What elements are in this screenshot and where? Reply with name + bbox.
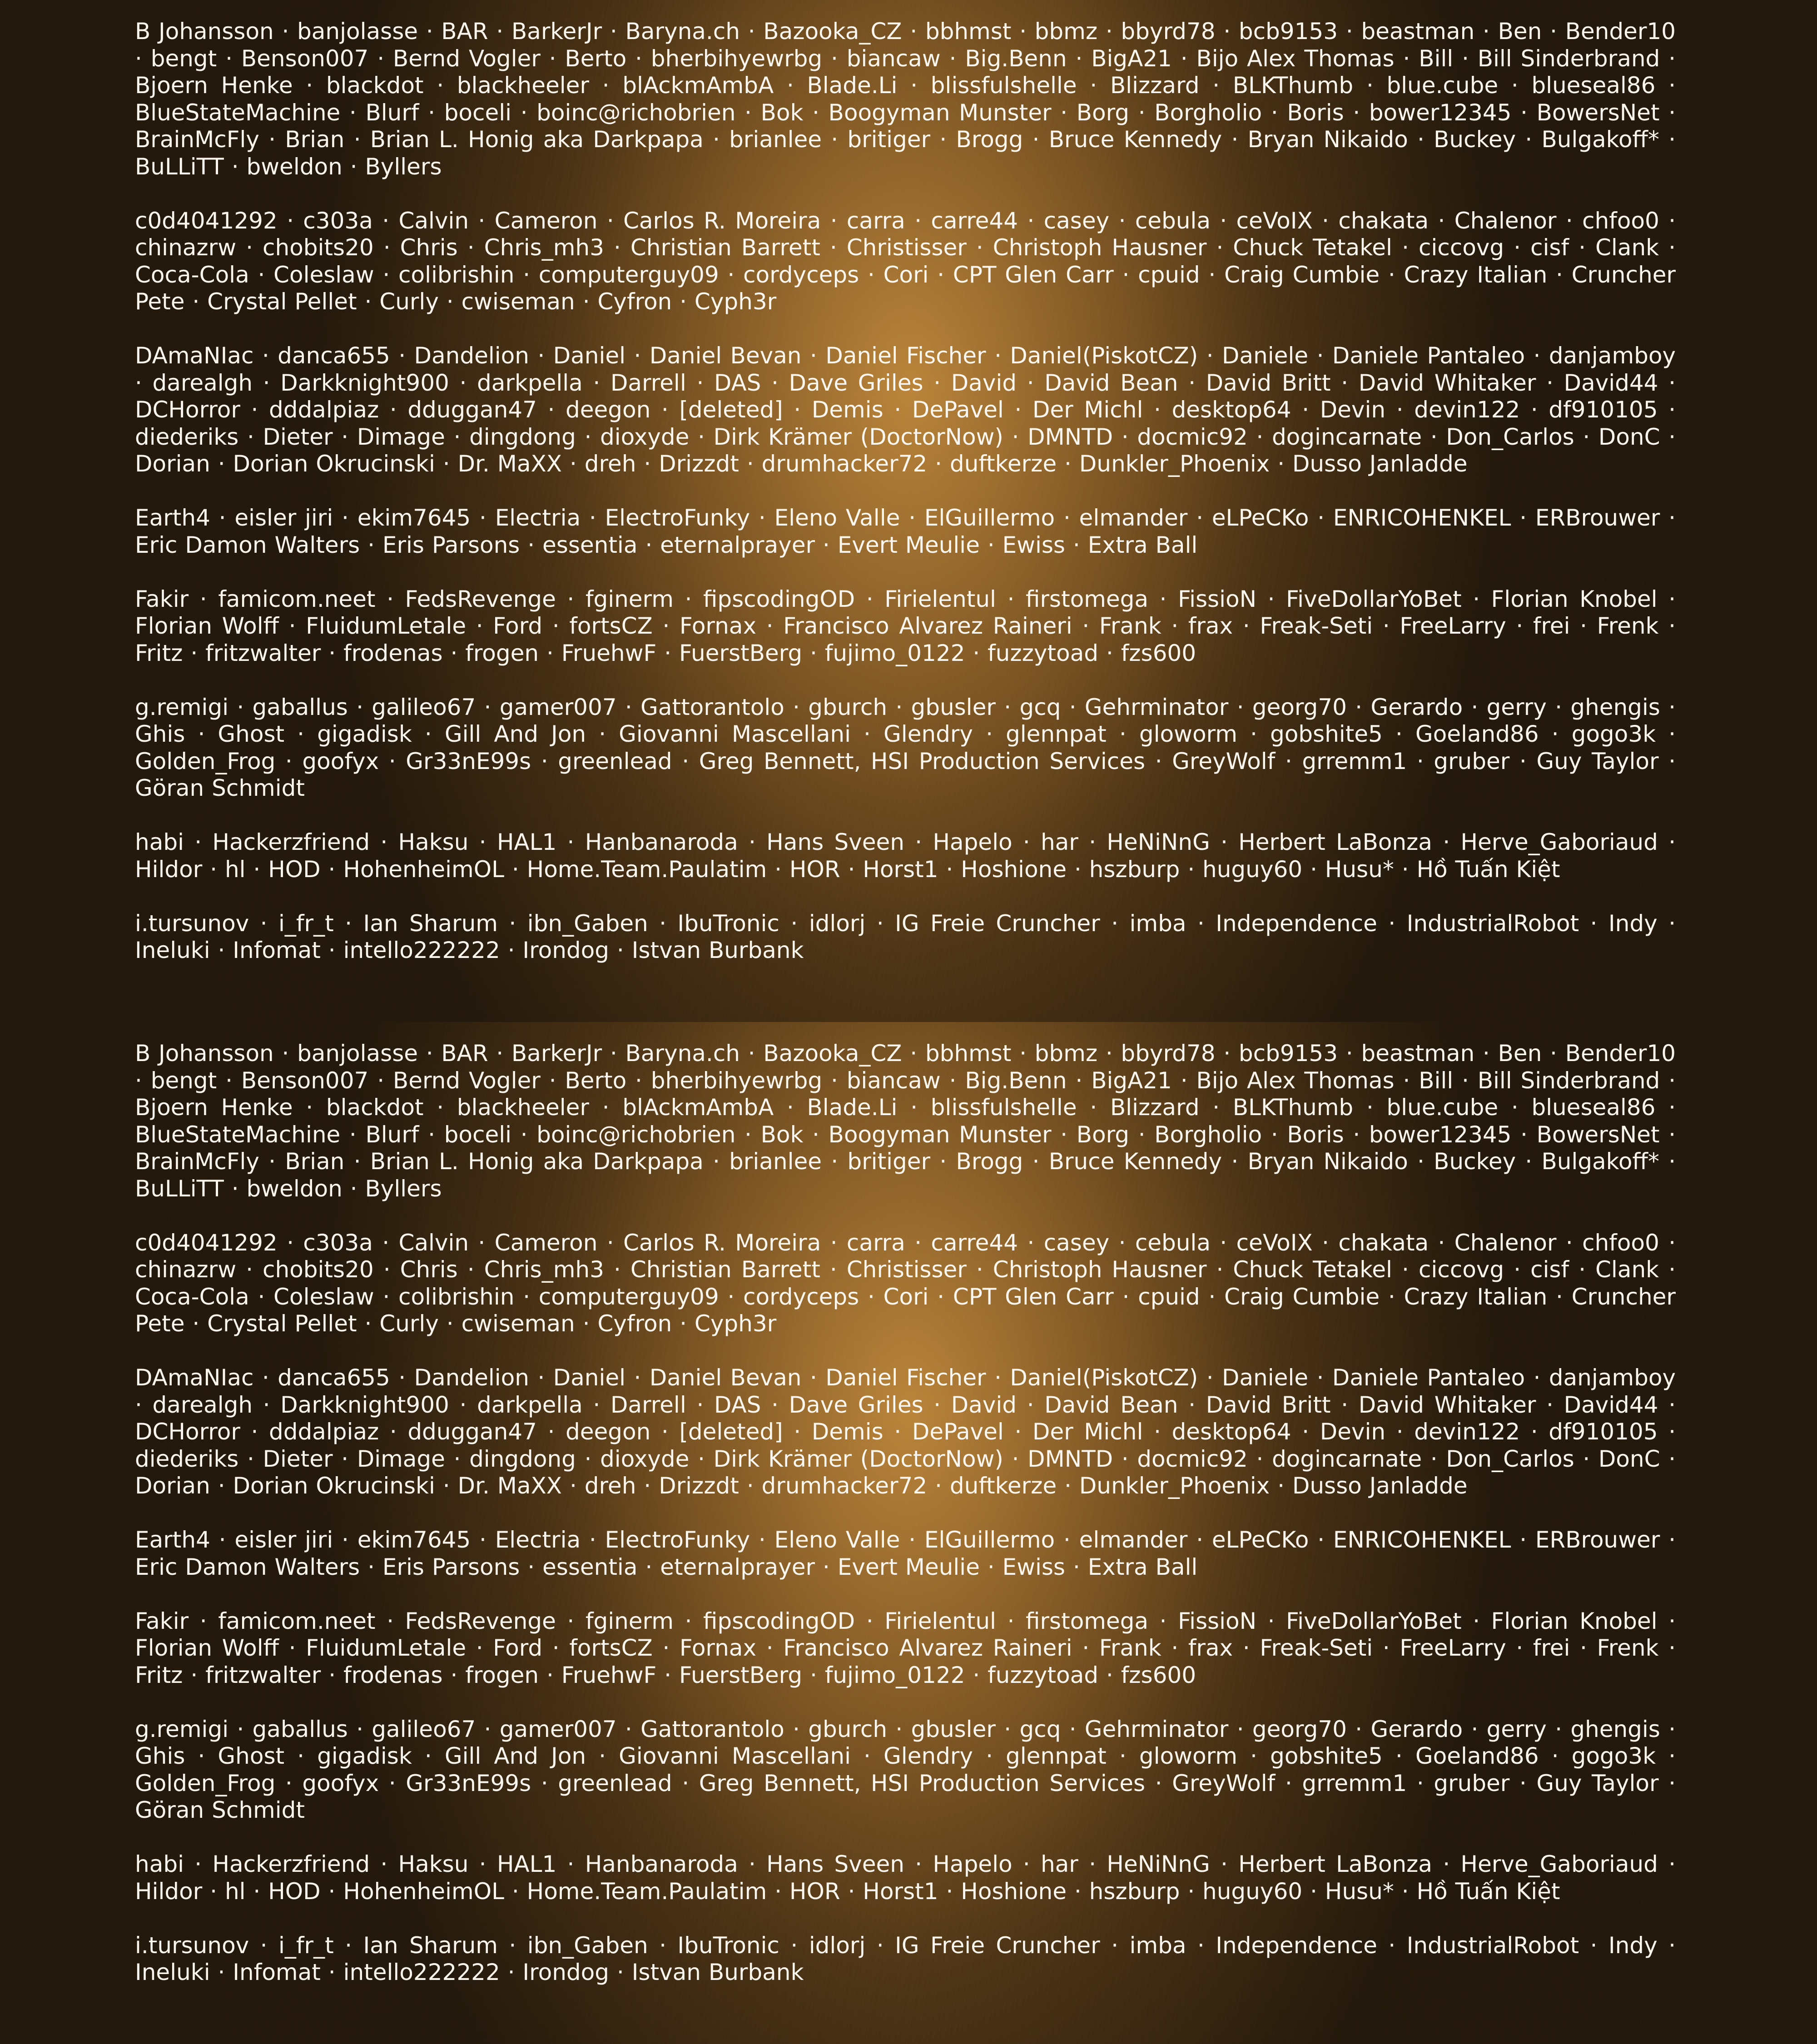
credits-group-e: Earth4 · eisler jiri · ekim7645 · Electria · ElectroFunky · Eleno Valle · ElGuillermo · elmander · eLPeCKo · ENRICOHENKEL · ERBrouwer · Eric Damon Walters · Eris Parsons · essentia · eternalprayer · Evert Meulie · Ewiss · Extra Ball (135, 505, 1676, 558)
credits-group-b: B Johansson · banjolasse · BAR · BarkerJr · Baryna.ch · Bazooka_CZ · bbhmst · bbmz · bbyrd78 · bcb9153 · beastman · Ben · Bender10 · bengt · Benson007 · Bernd Vogler · Berto · bherbihyewrbg · biancaw · Big.Benn · BigA21 · Bijo Alex Thomas · Bill · Bill Sinderbrand · Bjoern Henke · blackdot · blackheeler · blAckmAmbA · Blade.Li · blissfulshelle · Blizzard · BLKThumb · blue.cube · blueseal86 · BlueStateMachine · Blurf · boceli · boinc@richobrien · Bok · Boogyman Munster · Borg · Borgholio · Boris · bower12345 · BowersNet · BrainMcFly · Brian · Brian L. Honig aka Darkpapa · brianlee · britiger · Brogg · Bruce Kennedy · Bryan Nikaido · Buckey · Bulgakoff* · BuLLiTT · bweldon · Byllers (135, 1040, 1676, 1202)
credits-group-c: c0d4041292 · c303a · Calvin · Cameron · Carlos R. Moreira · carra · carre44 · casey · cebula · ceVoIX · chakata · Chalenor · chfoo0 · chinazrw · chobits20 · Chris · Chris_mh3 · Christian Barrett · Christisser · Christoph Hausner · Chuck Tetakel · ciccovg · cisf · Clank · Coca-Cola · Coleslaw · colibrishin · computerguy09 · cordyceps · Cori · CPT Glen Carr · cpuid · Craig Cumbie · Crazy Italian · Cruncher Pete · Crystal Pellet · Curly · cwiseman · Cyfron · Cyph3r (135, 1229, 1676, 1337)
credits-group-h: habi · Hackerzfriend · Haksu · HAL1 · Hanbanaroda · Hans Sveen · Hapelo · har · HeNiNnG · Herbert LaBonza · Herve_Gaboriaud · Hildor · hl · HOD · HohenheimOL · Home.Team.Paulatim · HOR · Horst1 · Hoshione · hszburp · huguy60 · Husu* · Hồ Tuấn Kiệt (135, 829, 1676, 883)
credits-group-f: Fakir · famicom.neet · FedsRevenge · fginerm · fipscodingOD · Firielentul · firstomega · FissioN · FiveDollarYoBet · Florian Knobel · Florian Wolff · FluidumLetale · Ford · fortsCZ · Fornax · Francisco Alvarez Raineri · Frank · frax · Freak-Seti · FreeLarry · frei · Frenk · Fritz · fritzwalter · frodenas · frogen · FruehwF · FuerstBerg · fujimo_0122 · fuzzytoad · fzs600 (135, 585, 1676, 666)
credits-group-h: habi · Hackerzfriend · Haksu · HAL1 · Hanbanaroda · Hans Sveen · Hapelo · har · HeNiNnG · Herbert LaBonza · Herve_Gaboriaud · Hildor · hl · HOD · HohenheimOL · Home.Team.Paulatim · HOR · Horst1 · Hoshione · hszburp · huguy60 · Husu* · Hồ Tuấn Kiệt (135, 1851, 1676, 1905)
credits-group-g: g.remigi · gaballus · galileo67 · gamer007 · Gattorantolo · gburch · gbusler · gcq · Gehrminator · georg70 · Gerardo · gerry · ghengis · Ghis · Ghost · gigadisk · Gill And Jon · Giovanni Mascellani · Glendry · glennpat · gloworm · gobshite5 · Goeland86 · gogo3k · Golden_Frog · goofyx · Gr33nE99s · greenlead · Greg Bennett, HSI Production Services · GreyWolf · grremm1 · gruber · Guy Taylor · Göran Schmidt (135, 694, 1676, 801)
credits-list (135, 1040, 1676, 2013)
credits-group-i: i.tursunov · i_fr_t · Ian Sharum · ibn_Gaben · IbuTronic · idlorj · IG Freie Cruncher · imba · Independence · IndustrialRobot · Indy · Ineluki · Infomat · intello222222 · Irondog · Istvan Burbank (135, 1932, 1676, 1985)
credits-group-i: i.tursunov · i_fr_t · Ian Sharum · ibn_Gaben · IbuTronic · idlorj · IG Freie Cruncher · imba · Independence · IndustrialRobot · Indy · Ineluki · Infomat · intello222222 · Irondog · Istvan Burbank (135, 910, 1676, 963)
credits-group-b: B Johansson · banjolasse · BAR · BarkerJr · Baryna.ch · Bazooka_CZ · bbhmst · bbmz · bbyrd78 · bcb9153 · beastman · Ben · Bender10 · bengt · Benson007 · Bernd Vogler · Berto · bherbihyewrbg · biancaw · Big.Benn · BigA21 · Bijo Alex Thomas · Bill · Bill Sinderbrand · Bjoern Henke · blackdot · blackheeler · blAckmAmbA · Blade.Li · blissfulshelle · Blizzard · BLKThumb · blue.cube · blueseal86 · BlueStateMachine · Blurf · boceli · boinc@richobrien · Bok · Boogyman Munster · Borg · Borgholio · Boris · bower12345 · BowersNet · BrainMcFly · Brian · Brian L. Honig aka Darkpapa · brianlee · britiger · Brogg · Bruce Kennedy · Bryan Nikaido · Buckey · Bulgakoff* · BuLLiTT · bweldon · Byllers (135, 18, 1676, 180)
credits-list (135, 18, 1676, 991)
credits-group-g: g.remigi · gaballus · galileo67 · gamer007 · Gattorantolo · gburch · gbusler · gcq · Gehrminator · georg70 · Gerardo · gerry · ghengis · Ghis · Ghost · gigadisk · Gill And Jon · Giovanni Mascellani · Glendry · glennpat · gloworm · gobshite5 · Goeland86 · gogo3k · Golden_Frog · goofyx · Gr33nE99s · greenlead · Greg Bennett, HSI Production Services · GreyWolf · grremm1 · gruber · Guy Taylor · Göran Schmidt (135, 1716, 1676, 1823)
credits-group-f: Fakir · famicom.neet · FedsRevenge · fginerm · fipscodingOD · Firielentul · firstomega · FissioN · FiveDollarYoBet · Florian Knobel · Florian Wolff · FluidumLetale · Ford · fortsCZ · Fornax · Francisco Alvarez Raineri · Frank · frax · Freak-Seti · FreeLarry · frei · Frenk · Fritz · fritzwalter · frodenas · frogen · FruehwF · FuerstBerg · fujimo_0122 · fuzzytoad · fzs600 (135, 1607, 1676, 1688)
credits-group-c: c0d4041292 · c303a · Calvin · Cameron · Carlos R. Moreira · carra · carre44 · casey · cebula · ceVoIX · chakata · Chalenor · chfoo0 · chinazrw · chobits20 · Chris · Chris_mh3 · Christian Barrett · Christisser · Christoph Hausner · Chuck Tetakel · ciccovg · cisf · Clank · Coca-Cola · Coleslaw · colibrishin · computerguy09 · cordyceps · Cori · CPT Glen Carr · cpuid · Craig Cumbie · Crazy Italian · Cruncher Pete · Crystal Pellet · Curly · cwiseman · Cyfron · Cyph3r (135, 207, 1676, 315)
credits-group-e: Earth4 · eisler jiri · ekim7645 · Electria · ElectroFunky · Eleno Valle · ElGuillermo · elmander · eLPeCKo · ENRICOHENKEL · ERBrouwer · Eric Damon Walters · Eris Parsons · essentia · eternalprayer · Evert Meulie · Ewiss · Extra Ball (135, 1527, 1676, 1580)
credits-panel-bottom (0, 1022, 1817, 2044)
credits-group-d: DAmaNIac · danca655 · Dandelion · Daniel · Daniel Bevan · Daniel Fischer · Daniel(PiskotCZ) · Daniele · Daniele Pantaleo · danjamboy · darealgh · Darkknight900 · darkpella · Darrell · DAS · Dave Griles · David · David Bean · David Britt · David Whitaker · David44 · DCHorror · dddalpiaz · dduggan47 · deegon · [deleted] · Demis · DePavel · Der Michl · desktop64 · Devin · devin122 · df910105 · diederiks · Dieter · Dimage · dingdong · dioxyde · Dirk Krämer (DoctorNow) · DMNTD · docmic92 · dogincarnate · Don_Carlos · DonC · Dorian · Dorian Okrucinski · Dr. MaXX · dreh · Drizzdt · drumhacker72 · duftkerze · Dunkler_Phoenix · Dusso Janladde (135, 1364, 1676, 1499)
credits-group-d: DAmaNIac · danca655 · Dandelion · Daniel · Daniel Bevan · Daniel Fischer · Daniel(PiskotCZ) · Daniele · Daniele Pantaleo · danjamboy · darealgh · Darkknight900 · darkpella · Darrell · DAS · Dave Griles · David · David Bean · David Britt · David Whitaker · David44 · DCHorror · dddalpiaz · dduggan47 · deegon · [deleted] · Demis · DePavel · Der Michl · desktop64 · Devin · devin122 · df910105 · diederiks · Dieter · Dimage · dingdong · dioxyde · Dirk Krämer (DoctorNow) · DMNTD · docmic92 · dogincarnate · Don_Carlos · DonC · Dorian · Dorian Okrucinski · Dr. MaXX · dreh · Drizzdt · drumhacker72 · duftkerze · Dunkler_Phoenix · Dusso Janladde (135, 342, 1676, 477)
